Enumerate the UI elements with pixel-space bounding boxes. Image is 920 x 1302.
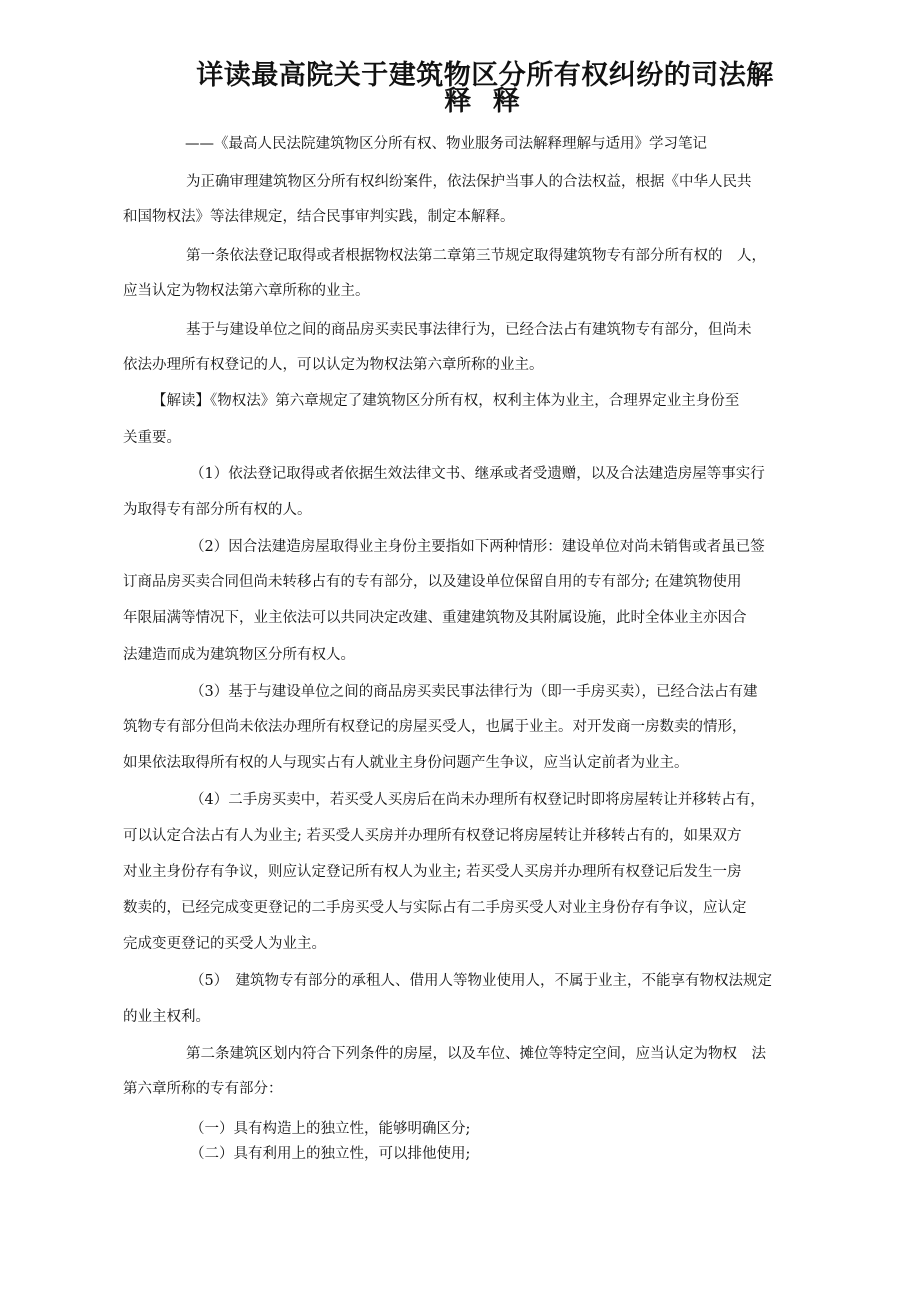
paragraph-line: 【解读】《物权法》第六章规定了建筑物区分所有权，权利主体为业主，合理界定业主身份至 bbox=[152, 393, 740, 409]
paragraph-line: 第二条建筑区划内符合下列条件的房屋，以及车位、摊位等特定空间，应当认定为物权 法 bbox=[186, 1046, 766, 1062]
list-item: （一）具有构造上的独立性，能够明确区分; bbox=[190, 1121, 471, 1137]
list-item: （二）具有利用上的独立性，可以排他使用; bbox=[190, 1146, 471, 1162]
paragraph-line: 第一条依法登记取得或者根据物权法第二章第三节规定取得建筑物专有部分所有权的 人， bbox=[186, 248, 766, 264]
paragraph-line: 年限届满等情况下，业主依法可以共同决定改建、重建建筑物及其附属设施，此时全体业主亦因合 bbox=[123, 610, 747, 626]
paragraph-line: 和国物权法》等法律规定，结合民事审判实践，制定本解释。 bbox=[123, 209, 515, 225]
paragraph-line: 的业主权利。 bbox=[123, 1009, 210, 1025]
paragraph-line: （1）依法登记取得或者依据生效法律文书、继承或者受遗赠，以及合法建造房屋等事实行 bbox=[190, 466, 765, 482]
paragraph-line: 对业主身份存有争议，则应认定登记所有权人为业主; 若买受人买房并办理所有权登记后发生一房 bbox=[123, 864, 742, 880]
paragraph-line: （2）因合法建造房屋取得业主身份主要指如下两种情形：建设单位对尚未销售或者虽已签 bbox=[190, 539, 765, 555]
paragraph-line: 应当认定为物权法第六章所称的业主。 bbox=[123, 283, 370, 299]
paragraph-line: 为取得专有部分所有权的人。 bbox=[123, 502, 312, 518]
paragraph-line: （3）基于与建设单位之间的商品房买卖民事法律行为（即一手房买卖），已经合法占有建 bbox=[190, 684, 758, 700]
paragraph-line: （5） 建筑物专有部分的承租人、借用人等物业使用人，不属于业主，不能享有物权法规定 bbox=[190, 973, 772, 989]
paragraph-line: 筑物专有部分但尚未依法办理所有权登记的房屋买受人，也属于业主。对开发商一房数卖的情形， bbox=[123, 719, 747, 735]
document-subtitle: ——《最高人民法院建筑物区分所有权、物业服务司法解释理解与适用》学习笔记 bbox=[185, 136, 707, 152]
paragraph-line: 完成变更登记的买受人为业主。 bbox=[123, 936, 326, 952]
paragraph-line: 关重要。 bbox=[123, 430, 181, 446]
paragraph-line: 第六章所称的专有部分： bbox=[123, 1081, 283, 1097]
paragraph-line: （4）二手房买卖中，若买受人买房后在尚未办理所有权登记时即将房屋转让并移转占有， bbox=[190, 792, 765, 808]
document-title-line-1: 详读最高院关于建筑物区分所有权纠纷的司法解 bbox=[196, 60, 774, 91]
paragraph-line: 可以认定合法占有人为业主; 若买受人买房并办理所有权登记将房屋转让并移转占有的，如果双方 bbox=[123, 828, 742, 844]
paragraph-line: 依法办理所有权登记的人，可以认定为物权法第六章所称的业主。 bbox=[123, 357, 544, 373]
paragraph-line: 基于与建设单位之间的商品房买卖民事法律行为，已经合法占有建筑物专有部分，但尚未 bbox=[186, 322, 752, 338]
paragraph-line: 法建造而成为建筑物区分所有权人。 bbox=[123, 647, 355, 663]
paragraph-line: 为正确审理建筑物区分所有权纠纷案件，依法保护当事人的合法权益，根据《中华人民共 bbox=[186, 174, 752, 190]
paragraph-line: 数卖的，已经完成变更登记的二手房买受人与实际占有二手房买受人对业主身份存有争议，应认定 bbox=[123, 900, 747, 916]
paragraph-line: 如果依法取得所有权的人与现实占有人就业主身份问题产生争议，应当认定前者为业主。 bbox=[123, 755, 689, 771]
paragraph-line: 订商品房买卖合同但尚未转移占有的专有部分，以及建设单位保留自用的专有部分; 在建筑物使用 bbox=[123, 574, 742, 590]
document-title-line-2: 释 释 bbox=[444, 86, 526, 117]
